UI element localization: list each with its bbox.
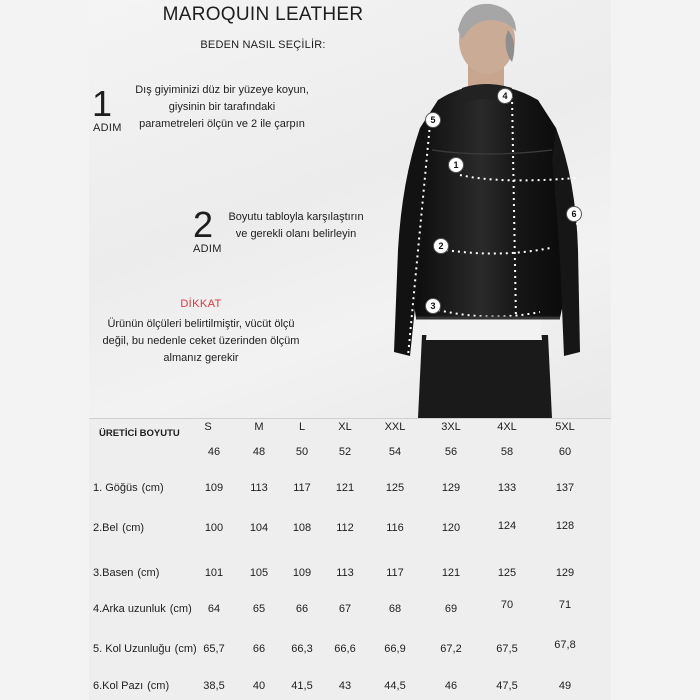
size-number: 56 [444, 446, 458, 458]
table-cell: 109 [292, 567, 312, 579]
row-unit: (cm) [174, 643, 197, 655]
warning-line-2: değil, bu nedenle ceket üzerinden ölçüm [102, 335, 300, 347]
table-cell: 109 [204, 482, 224, 494]
row-label [93, 603, 192, 615]
table-cell: 66,3 [291, 643, 313, 655]
table-cell: 100 [204, 522, 224, 534]
marker-bicep: 6 [566, 206, 582, 222]
table-cell: 117 [293, 482, 311, 494]
table-cell: 124 [497, 520, 517, 532]
row-label [93, 567, 159, 579]
size-label-xxl: XXL [384, 421, 406, 433]
size-label-4xl: 4XL [497, 421, 517, 433]
table-cell: 49 [558, 680, 572, 692]
size-label-3xl: 3XL [441, 421, 461, 433]
table-cell: 133 [497, 482, 517, 494]
size-label-s: S [204, 421, 212, 433]
step-1-line-1: Dış giyiminizi düz bir yüzeye koyun, [135, 84, 309, 96]
step-2-word: ADIM [193, 243, 222, 255]
table-header-label: ÜRETİCİ BOYUTU [99, 428, 180, 439]
row-label [93, 680, 169, 692]
step-2-line-1: Boyutu tabloyla karşılaştırın [228, 211, 364, 223]
table-cell: 65 [252, 603, 266, 615]
step-1-line-3: parametreleri ölçün ve 2 ile çarpın [139, 118, 305, 130]
row-unit: (cm) [137, 567, 160, 579]
size-table [89, 418, 611, 700]
table-cell: 117 [386, 567, 404, 579]
table-cell: 128 [555, 520, 575, 532]
warning-line-3: almanız gerekir [163, 352, 239, 364]
size-number: 50 [295, 446, 309, 458]
table-cell: 121 [441, 567, 461, 579]
size-number: 48 [252, 446, 266, 458]
size-guide-subtitle: BEDEN NASIL SEÇİLİR: [200, 39, 326, 51]
table-cell: 125 [497, 567, 517, 579]
marker-waist: 2 [433, 238, 449, 254]
table-cell: 104 [249, 522, 269, 534]
table-cell: 43 [338, 680, 352, 692]
marker-sleeve-length: 5 [425, 112, 441, 128]
step-1-number: 1 [92, 83, 113, 124]
size-number: 54 [388, 446, 402, 458]
row-label [93, 643, 197, 655]
row-label-text: 2.Bel [93, 522, 119, 534]
table-cell: 67,2 [440, 643, 462, 655]
size-label-l: L [298, 421, 306, 433]
row-label [93, 522, 144, 534]
marker-chest: 1 [448, 157, 464, 173]
step-1-word: ADIM [93, 122, 122, 134]
warning-line-1: Ürünün ölçüleri belirtilmiştir, vücüt ölçü [107, 318, 295, 330]
table-cell: 68 [388, 603, 402, 615]
table-cell: 67,8 [554, 639, 576, 651]
row-label-text: 4.Arka uzunluk [93, 603, 166, 615]
table-cell: 112 [336, 522, 354, 534]
size-number: 58 [500, 446, 514, 458]
step-1-line-2: giysinin bir tarafındaki [168, 101, 276, 113]
step-2-line-2: ve gerekli olanı belirleyin [235, 228, 357, 240]
step-1-text [122, 82, 322, 133]
table-cell: 121 [335, 482, 355, 494]
table-cell: 125 [385, 482, 405, 494]
table-cell: 116 [386, 522, 404, 534]
table-cell: 108 [292, 522, 312, 534]
row-unit: (cm) [169, 603, 192, 615]
size-number: 52 [338, 446, 352, 458]
row-label-text: 1. Göğüs [93, 482, 138, 494]
table-cell: 38,5 [203, 680, 225, 692]
table-cell: 44,5 [384, 680, 406, 692]
row-unit: (cm) [147, 680, 170, 692]
marker-back-length: 4 [497, 88, 513, 104]
table-cell: 64 [207, 603, 221, 615]
step-2-text [216, 209, 376, 243]
brand-title: MAROQUIN LEATHER [162, 4, 364, 25]
model-jacket-photo [380, 0, 611, 418]
row-label-text: 3.Basen [93, 567, 134, 579]
table-cell: 113 [336, 567, 354, 579]
size-number: 60 [558, 446, 572, 458]
table-cell: 40 [252, 680, 266, 692]
size-label-5xl: 5XL [555, 421, 575, 433]
size-number: 46 [207, 446, 221, 458]
size-label-xl: XL [338, 421, 352, 433]
step-2-number: 2 [193, 204, 214, 245]
table-cell: 101 [204, 567, 224, 579]
marker-hip: 3 [425, 298, 441, 314]
table-top-divider [89, 418, 611, 419]
warning-title: DİKKAT [180, 298, 222, 310]
table-cell: 66 [295, 603, 309, 615]
table-cell: 69 [444, 603, 458, 615]
table-cell: 46 [444, 680, 458, 692]
table-cell: 65,7 [203, 643, 225, 655]
table-cell: 67 [338, 603, 352, 615]
table-cell: 129 [441, 482, 461, 494]
table-cell: 66 [252, 643, 266, 655]
row-unit: (cm) [141, 482, 164, 494]
table-cell: 66,6 [334, 643, 356, 655]
table-cell: 70 [500, 599, 514, 611]
size-label-m: M [254, 421, 264, 433]
table-cell: 41,5 [291, 680, 313, 692]
row-unit: (cm) [122, 522, 145, 534]
table-cell: 113 [250, 482, 268, 494]
row-label [93, 482, 164, 494]
table-cell: 137 [555, 482, 575, 494]
row-label-text: 5. Kol Uzunluğu [93, 643, 171, 655]
table-cell: 71 [558, 599, 572, 611]
table-cell: 47,5 [496, 680, 518, 692]
table-cell: 67,5 [496, 643, 518, 655]
table-cell: 120 [441, 522, 461, 534]
table-cell: 105 [249, 567, 269, 579]
table-cell: 129 [555, 567, 575, 579]
warning-text [90, 316, 312, 367]
row-label-text: 6.Kol Pazı [93, 680, 144, 692]
table-cell: 66,9 [384, 643, 406, 655]
